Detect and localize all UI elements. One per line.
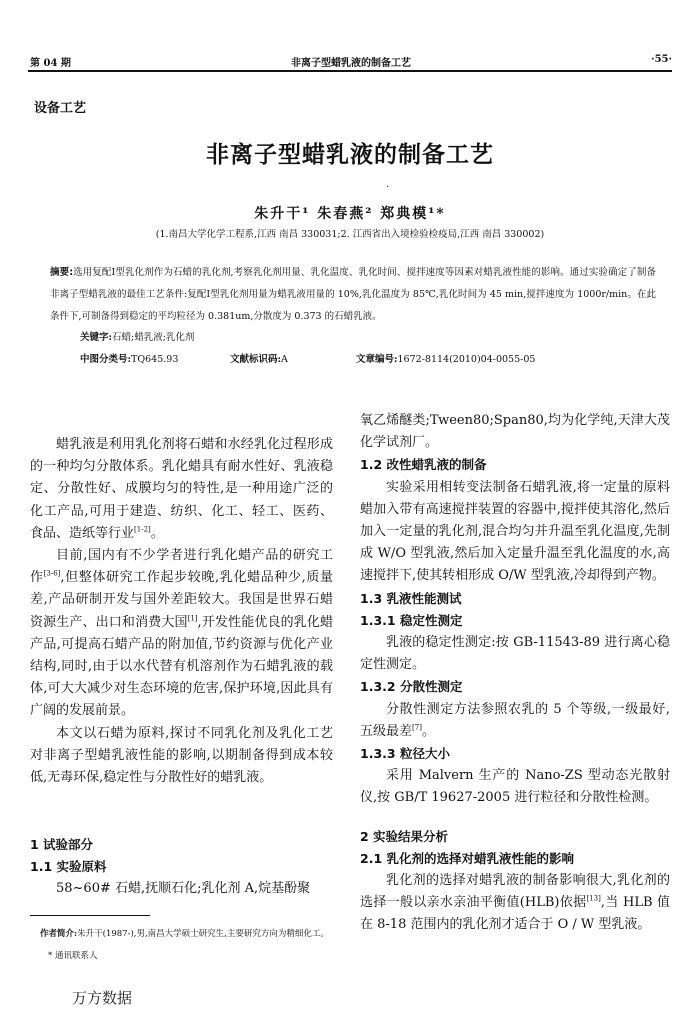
issue-number: 第 04 期 (30, 58, 71, 69)
author-bio-text: 朱升干(1987-),男,南昌大学硕士研究生,主要研究方向为精细化工。 (77, 929, 329, 939)
intro-paragraph-3: 本文以石蜡为原料,探讨不同乳化剂及乳化工艺对非离子型蜡乳液性能的影响,以期制备得到成本较低,无毒环保,稳定性与分散性好的蜡乳液。 (30, 725, 333, 786)
authors: 朱升干¹ 朱春燕² 郑典模¹* (254, 206, 446, 222)
classification-line (80, 351, 680, 365)
materials-continued: 氧乙烯醚类;Tween80;Span80,均为化学纯,天津大茂化学试剂厂。 (360, 413, 670, 451)
watermark: 万方数据 (72, 989, 133, 1007)
title-dot: · (386, 182, 390, 193)
article-number: 1672-8114(2010)04-0055-05 (397, 354, 536, 365)
preparation-paragraph: 实验采用相转变法制备石蜡乳液,将一定量的原料蜡加入带有高速搅拌装置的容器中,搅拌使其溶化,然后加入一定量的乳化剂,混合均匀并升温至乳化温度,先制成 W/O 型乳液,然后加入定量升温至乳化温度的水,高速搅拌下,使其转相形成 O/W 型乳液,冷却得到产物。 (360, 479, 670, 584)
clc-code: TQ645.93 (131, 354, 179, 365)
abstract-label: 摘要: (50, 267, 73, 278)
abstract (50, 262, 656, 328)
intro-paragraph-1: 蜡乳液是利用乳化剂将石蜡和水经乳化过程形成的一种均匀分散体系。乳化蜡具有耐水性好、乳液稳定、分散性好、成膜均匀的特性,是一种用途广泛的化工产品,可用于建造、纺织、化工、轻工、医药、食品、造纸等行业[1-2]。 (30, 437, 333, 541)
doc-code: A (281, 354, 288, 365)
page-number: ·55· (651, 54, 672, 65)
citation: [1] (187, 614, 198, 623)
section-heading-1-3-3: 1.3.3 粒径大小 (360, 746, 450, 762)
section-heading-1-3-2: 1.3.2 分散性测定 (360, 679, 463, 695)
article-number-label: 文章编号: (356, 354, 398, 365)
stability-paragraph: 乳液的稳定性测定:按 GB-11543-89 进行离心稳定性测定。 (360, 635, 670, 673)
keywords-text: 石蜡;蜡乳液;乳化剂 (112, 332, 195, 343)
citation: [7] (412, 723, 422, 732)
contact-note: * 通讯联系人 (48, 951, 98, 961)
doc-code-label: 文献标识码: (230, 354, 282, 365)
dispersion-paragraph: 分散性测定方法参照农乳的 5 个等级,一级最好,五级最差[7]。 (360, 701, 670, 739)
section-heading-1-3-1: 1.3.1 稳定性测定 (360, 612, 463, 628)
left-column-bottom (30, 834, 333, 901)
keywords-label: 关键字: (80, 332, 113, 343)
paper-title: 非离子型蜡乳液的制备工艺 (206, 142, 494, 168)
section-heading-1-1: 1.1 实验原料 (30, 859, 107, 875)
footnotes (40, 923, 340, 967)
citation: [3-6] (43, 569, 61, 578)
section-heading-1: 1 试验部分 (30, 837, 94, 852)
citation: [1-2] (134, 525, 151, 534)
emulsifier-paragraph: 乳化剂的选择对蜡乳液的制备影响很大,乳化剂的选择一般以亲水亲油平衡值(HLB)依据[13],当 HLB 值在 8-18 范围内的乳化剂才适合于 O / W 型乳液。 (360, 873, 671, 933)
section-heading-2: 2 实验结果分析 (360, 828, 449, 844)
page-header (30, 54, 672, 68)
clc-label: 中图分类号: (80, 354, 132, 365)
materials-paragraph: 58~60# 石蜡,抚顺石化;乳化剂 A,烷基酚聚 (56, 881, 311, 897)
citation: [13] (586, 894, 601, 903)
section-heading-1-3: 1.3 乳液性能测试 (360, 590, 462, 606)
right-column (360, 410, 670, 937)
left-column (30, 434, 333, 789)
section-tag: 设备工艺 (34, 101, 87, 116)
particle-size-paragraph: 采用 Malvern 生产的 Nano-ZS 型动态光散射仪,按 GB/T 19627-2005 进行粒径和分散性检测。 (360, 768, 670, 806)
footnote-rule (30, 915, 150, 916)
author-bio (40, 923, 340, 945)
section-heading-1-2: 1.2 改性蜡乳液的制备 (360, 457, 487, 473)
running-title: 非离子型蜡乳液的制备工艺 (291, 58, 411, 69)
author-bio-label: 作者简介: (40, 929, 78, 939)
section-heading-2-1: 2.1 乳化剂的选择对蜡乳液性能的影响 (360, 850, 574, 866)
abstract-text: 选用复配Ⅰ型乳化剂作为石蜡的乳化剂,考察乳化剂用量、乳化温度、乳化时间、搅拌速度等因素对蜡乳液性能的影响。通过实验确定了制备非离子型蜡乳液的最佳工艺条件:复配Ⅰ型乳化剂用量为蜡乳液用量的 10%,乳化温度为 85℃,乳化时间为 45 min,搅拌速度为 1000r/min。在此条件下,可制备得到稳定的平均粒径为 0.381um,分散度为 0.373 的石蜡乳液。 (50, 267, 656, 322)
affiliation: (1.南昌大学化学工程系,江西 南昌 330031;2. 江西省出入境检验检疫局,江西 南昌 330002) (155, 229, 545, 240)
header-rule (28, 70, 672, 72)
keywords (80, 329, 194, 343)
intro-paragraph-2: 目前,国内有不少学者进行乳化蜡产品的研究工作[3-6],但整体研究工作起步较晚,乳化蜡品种少,质量差,产品研制开发与国外差距较大。我国是世界石蜡资源生产、出口和消费大国[1],开发性能优良的乳化蜡产品,可提高石蜡产品的附加值,节约资源与优化产业结构,同时,由于以水代替有机溶剂作为石蜡乳液的载体,可大大减少对生态环境的危害,保护环境,因此具有广阔的发展前景。 (30, 548, 333, 719)
